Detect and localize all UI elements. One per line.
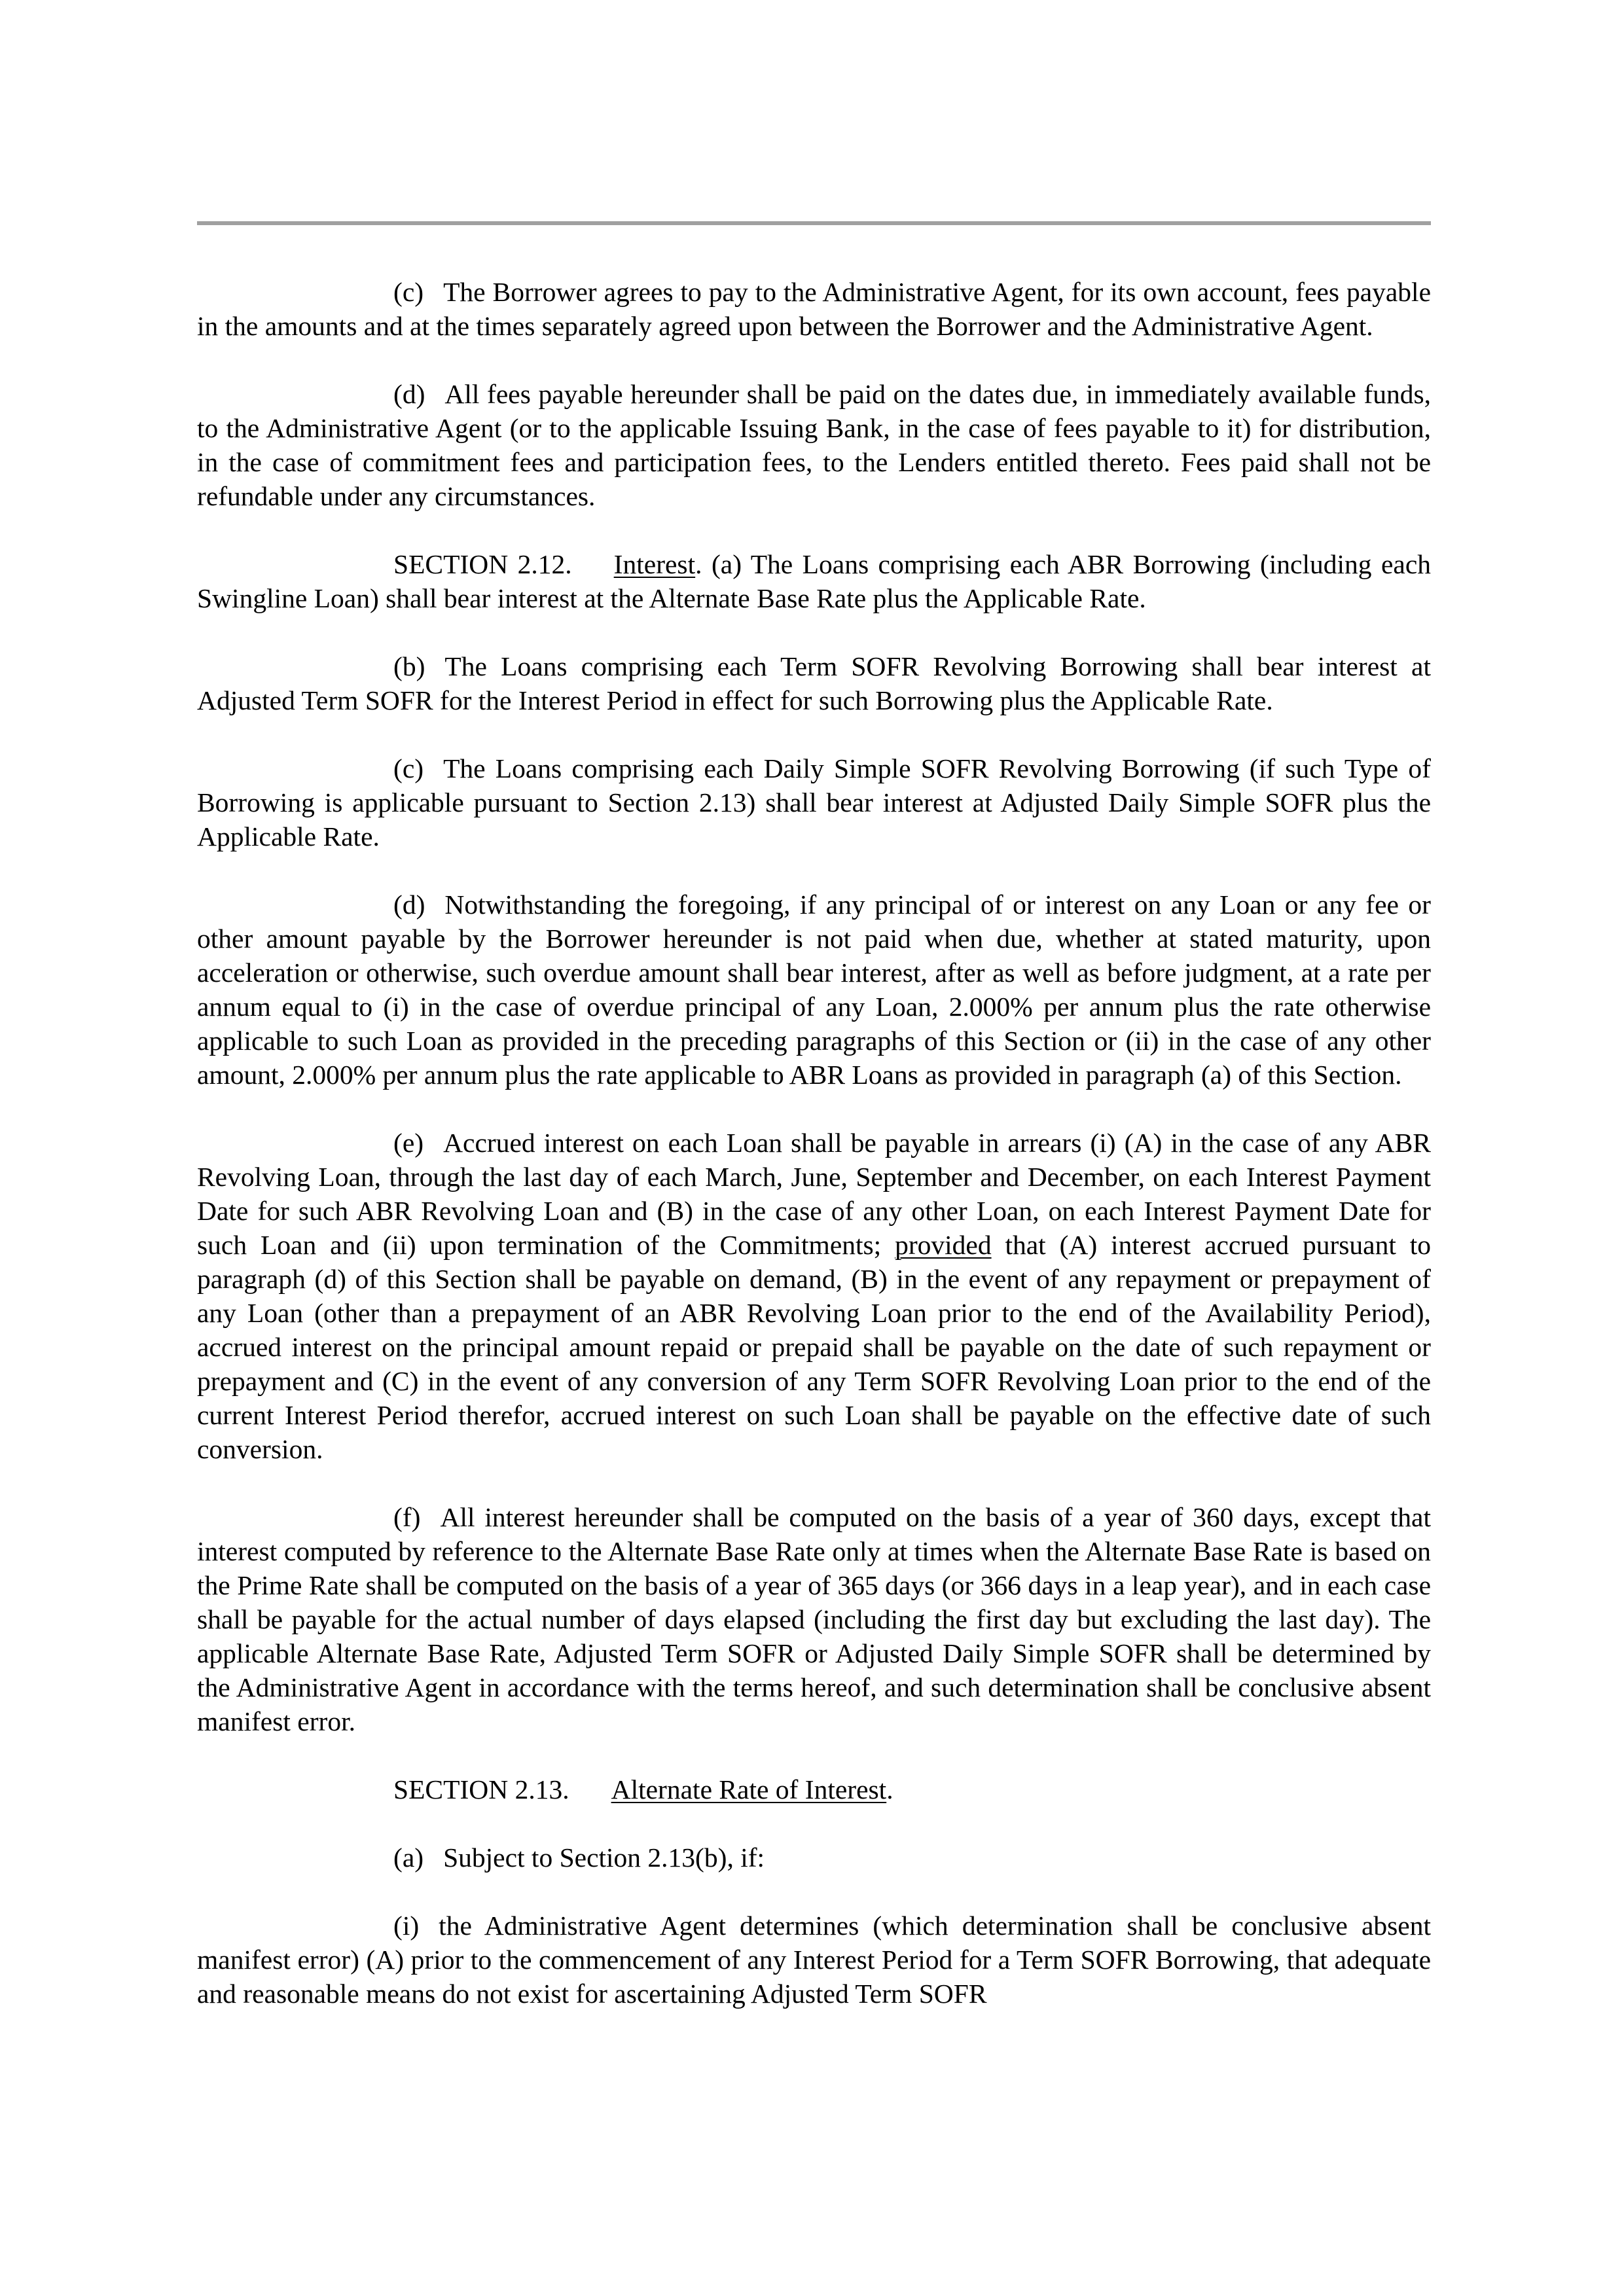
paragraph-label: (c): [393, 753, 424, 783]
paragraph-2-12-f: [197, 1500, 1431, 1738]
paragraph-2-12-d: [197, 888, 1431, 1092]
paragraph-label: (f): [393, 1502, 421, 1532]
paragraph-2-12-b: [197, 649, 1431, 717]
paragraph-text-continued: that (A) interest accrued pursuant to paragraph (d) of this Section shall be payable on demand, (B) in the event of any repayment or prepayment of any Loan (other than a prepayment of an ABR Revolving Loan prior to the end of the Availability Period), accrued interest on the principal amount repaid or prepaid shall be payable on the date of such repayment or prepayment and (C) in the event of any conversion of any Term SOFR Revolving Loan prior to the end of the current Interest Period therefor, accrued interest on such Loan shall be payable on the effective date of such conversion.: [197, 1230, 1432, 1464]
paragraph-label: (i): [393, 1910, 420, 1941]
section-2-13-heading: [197, 1772, 1431, 1806]
paragraph-text: Subject to Section 2.13(b), if:: [443, 1842, 765, 1873]
paragraph-text: . (a) The Loans comprising each ABR Borrowing (including each Swingline Loan) shall bear interest at the Alternate Base Rate plus the Applicable Rate.: [197, 549, 1431, 613]
paragraph-text: The Loans comprising each Daily Simple SOFR Revolving Borrowing (if such Type of Borrowing is applicable pursuant to Section 2.13) shall bear interest at Adjusted Daily Simple SOFR plus the Applicable Rate.: [197, 753, 1431, 852]
section-title: Alternate Rate of Interest: [611, 1774, 887, 1804]
paragraph-2-11-d: [197, 377, 1431, 513]
paragraph-label: (a): [393, 1842, 424, 1873]
paragraph-2-11-c: [197, 275, 1431, 343]
section-2-12-heading-paragraph: [197, 547, 1431, 615]
section-title-suffix: .: [886, 1774, 893, 1804]
paragraph-label: (d): [393, 379, 425, 409]
paragraph-text: The Borrower agrees to pay to the Administrative Agent, for its own account, fees payable in the amounts and at the times separately agreed upon between the Borrower and the Administrative Agent.: [197, 277, 1431, 341]
paragraph-2-13-a-i: [197, 1909, 1431, 2011]
header-rule: [197, 221, 1431, 225]
provided-term: provided: [895, 1230, 992, 1260]
paragraph-text: Notwithstanding the foregoing, if any principal of or interest on any Loan or any fee or other amount payable by the Borrower hereunder is not paid when due, whether at stated maturity, upon acceleration or otherwise, such overdue amount shall bear interest, after as well as before judgment, at a rate per annum equal to (i) in the case of overdue principal of any Loan, 2.000% per annum plus the rate otherwise applicable to such Loan as provided in the preceding paragraphs of this Section or (ii) in the case of any other amount, 2.000% per annum plus the rate applicable to ABR Loans as provided in paragraph (a) of this Section.: [197, 889, 1431, 1090]
paragraph-text: The Loans comprising each Term SOFR Revolving Borrowing shall bear interest at Adjusted Term SOFR for the Interest Period in effect for such Borrowing plus the Applicable Rate.: [197, 651, 1431, 715]
paragraph-2-12-e: [197, 1126, 1431, 1466]
section-number: SECTION 2.12.: [393, 549, 572, 579]
paragraph-text: Accrued interest on each Loan shall be payable in arrears (i) (A) in the case of any ABR Revolving Loan, through the last day of each March, June, September and December, on each Interest Payment Date for such ABR Revolving Loan and (B) in the case of any other Loan, on each Interest Payment Date for such Loan and (ii) upon termination of the Commitments;: [197, 1128, 1431, 1260]
paragraph-text: All fees payable hereunder shall be paid on the dates due, in immediately available funds, to the Administrative Agent (or to the applicable Issuing Bank, in the case of fees payable to it) for distribution, in the case of commitment fees and participation fees, to the Lenders entitled thereto. Fees paid shall not be refundable under any circumstances.: [197, 379, 1431, 511]
paragraph-2-12-c: [197, 751, 1431, 853]
paragraph-label: (e): [393, 1128, 424, 1158]
paragraph-label: (b): [393, 651, 425, 681]
paragraph-text: All interest hereunder shall be computed on the basis of a year of 360 days, except that interest computed by reference to the Alternate Base Rate only at times when the Alternate Base Rate is based on the Prime Rate shall be computed on the basis of a year of 365 days (or 366 days in a leap year), and in each case shall be payable for the actual number of days elapsed (including the first day but excluding the last day). The applicable Alternate Base Rate, Adjusted Term SOFR or Adjusted Daily Simple SOFR shall be determined by the Administrative Agent in accordance with the terms hereof, and such determination shall be conclusive absent manifest error.: [197, 1502, 1431, 1736]
section-number: SECTION 2.13.: [393, 1774, 569, 1804]
document-body: [197, 275, 1431, 2045]
paragraph-2-13-a: [197, 1840, 1431, 1874]
paragraph-label: (d): [393, 889, 425, 920]
paragraph-text: the Administrative Agent determines (which determination shall be conclusive absent manifest error) (A) prior to the commencement of any Interest Period for a Term SOFR Borrowing, that adequate and reasonable means do not exist for ascertaining Adjusted Term SOFR: [197, 1910, 1431, 2009]
paragraph-label: (c): [393, 277, 424, 307]
section-title: Interest: [613, 549, 696, 579]
